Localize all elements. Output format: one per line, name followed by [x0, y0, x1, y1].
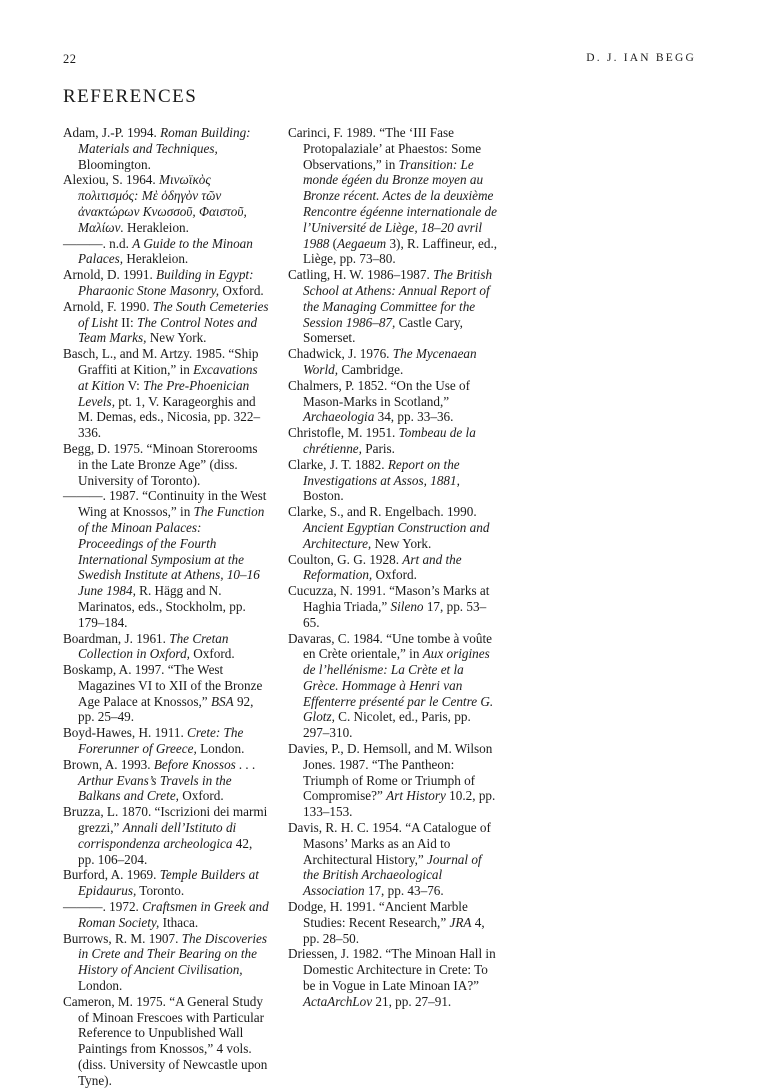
- reference-title-text: A Guide to the Minoan Palaces,: [78, 235, 253, 267]
- reference-title-text: Annali dell’Istituto di corrispondenza archeologica: [78, 820, 237, 851]
- reference-text: New York.: [371, 535, 432, 551]
- reference-title-text: Crete: The Forerunner of Greece,: [78, 725, 244, 757]
- reference-text: ———. n.d.: [63, 235, 133, 251]
- reference-title-text: Ancient Egyptian Construction and Architecture,: [303, 519, 490, 551]
- reference-title-text: Craftsmen in Greek and Roman Society,: [78, 899, 269, 930]
- reference-text: Toronto.: [136, 883, 185, 899]
- reference-entry: [288, 125, 498, 267]
- reference-text: Burrows, R. M. 1907.: [63, 930, 182, 946]
- reference-text: Clarke, S., and R. Engelbach. 1990.: [288, 504, 477, 520]
- reference-title-text: JRA: [449, 914, 472, 930]
- reference-entry: [288, 741, 498, 820]
- reference-entry: [63, 346, 269, 441]
- reference-text: Burford, A. 1969.: [63, 867, 160, 883]
- reference-entry: [288, 820, 498, 899]
- reference-text: Cambridge.: [338, 361, 404, 377]
- reference-text: ———. 1972.: [63, 899, 143, 915]
- reference-entry: [63, 299, 269, 346]
- reference-title-text: The Pre-Phoenician Levels,: [78, 377, 250, 409]
- reference-text: London.: [196, 741, 245, 757]
- reference-text: Davaras, C. 1984. “Une tombe à voûte en Crète orientale,” in: [288, 630, 492, 662]
- reference-text: Cameron, M. 1975. “A General Study of Minoan Frescoes with Particular Reference to Unpublished Wall Paintings from Knossos,” 4 vols. (diss. University of Newcastle upon Tyne).: [63, 993, 268, 1088]
- reference-text: Coulton, G. G. 1928.: [288, 551, 403, 567]
- reference-title-text: Tombeau de la chrétienne,: [303, 425, 476, 456]
- reference-entry: [288, 425, 498, 457]
- reference-title-text: Μινωϊκὸς πολιτισμός: Μὲ ὁδηγὸν τῶν ἀνακτώρων Κνωσσοῦ, Φαιστοῦ, Μαλίων.: [78, 172, 247, 235]
- reference-title-text: Temple Builders at Epidaurus,: [78, 867, 259, 899]
- reference-text: Boardman, J. 1961.: [63, 630, 170, 646]
- reference-text: ———. 1987. “Continuity in the West Wing at Knossos,” in: [63, 488, 267, 520]
- reference-entry: [288, 504, 498, 551]
- references-right-column: [288, 125, 498, 1010]
- reference-text: Oxford.: [178, 788, 224, 804]
- references-left-column: [63, 125, 269, 1089]
- reference-title-text: The Cretan Collection in Oxford,: [78, 630, 229, 662]
- reference-text: 4, pp. 28–50.: [303, 914, 485, 946]
- reference-title-text: Sileno: [390, 598, 424, 614]
- reference-text: 21, pp. 27–91.: [372, 993, 452, 1009]
- reference-text: R. Hägg and N. Marinatos, eds., Stockholm, pp. 179–184.: [78, 583, 246, 630]
- reference-title-text: Excavations at Kition: [78, 361, 258, 393]
- reference-text: Begg, D. 1975. “Minoan Storerooms in the Late Bronze Age” (diss. University of Toronto).: [63, 440, 258, 488]
- reference-text: Davies, P., D. Hemsoll, and M. Wilson Jones. 1987. “The Pantheon: Triumph of Rome or Triumph of Compromise?”: [288, 741, 493, 804]
- reference-text: Clarke, J. T. 1882.: [288, 456, 388, 472]
- reference-title-text: Roman Building: Materials and Techniques,: [78, 125, 251, 156]
- reference-title-text: The Control Notes and Team Marks,: [78, 314, 258, 346]
- reference-text: Adam, J.-P. 1994.: [63, 125, 161, 140]
- reference-entry: [63, 725, 269, 757]
- reference-title-text: The South Cemeteries of Lisht: [78, 298, 269, 330]
- reference-text: Dodge, H. 1991. “Ancient Marble Studies: Recent Research,”: [288, 899, 468, 930]
- reference-text: London.: [78, 978, 123, 994]
- reference-entry: [63, 441, 269, 488]
- reference-entry: [288, 583, 498, 630]
- reference-text: 42, pp. 106–204.: [78, 835, 253, 867]
- reference-text: Catling, H. W. 1986–1987.: [288, 267, 434, 283]
- reference-title-text: The Discoveries in Crete and Their Bearing on the History of Ancient Civilisation,: [78, 930, 268, 978]
- reference-entry: [63, 757, 269, 804]
- reference-entry: [63, 867, 269, 899]
- reference-entry: [288, 267, 498, 346]
- page-number: 22: [63, 52, 77, 66]
- running-head: D. J. IAN BEGG: [586, 52, 696, 64]
- reference-entry: [63, 172, 269, 235]
- reference-text: 92, pp. 25–49.: [78, 693, 254, 725]
- reference-text: 17, pp. 53–65.: [303, 598, 487, 630]
- reference-title-text: Archaeologia: [303, 409, 375, 425]
- reference-text: C. Nicolet, ed., Paris, pp. 297–310.: [303, 709, 471, 741]
- reference-title-text: Aegaeum: [337, 235, 387, 251]
- reference-text: Castle Cary, Somerset.: [303, 314, 463, 346]
- reference-text: Arnold, F. 1990.: [63, 298, 153, 314]
- reference-entry: [288, 899, 498, 946]
- reference-text: Alexiou, S. 1964.: [63, 172, 159, 188]
- reference-entry: [63, 267, 269, 299]
- reference-text: Bloomington.: [78, 156, 151, 172]
- reference-text: New York.: [146, 330, 207, 346]
- reference-text: Oxford.: [372, 567, 417, 583]
- reference-entry: [288, 457, 498, 504]
- reference-text: Basch, L., and M. Artzy. 1985. “Ship Graffiti at Kition,” in: [63, 346, 259, 377]
- reference-text: Oxford.: [219, 282, 264, 298]
- reference-title-text: The Mycenaean World,: [303, 346, 477, 377]
- reference-entry: [288, 631, 498, 742]
- reference-text: Brown, A. 1993.: [63, 756, 154, 772]
- reference-entry: [63, 125, 269, 172]
- reference-title-text: ActaArchLov: [303, 993, 373, 1009]
- reference-title-text: Art History: [386, 788, 446, 804]
- reference-text: Bruzza, L. 1870. “Iscrizioni dei marmi grezzi,”: [63, 804, 268, 836]
- reference-text: 17, pp. 43–76.: [364, 883, 444, 899]
- reference-text: Cucuzza, N. 1991. “Mason’s Marks at Haghia Triada,”: [288, 583, 490, 614]
- reference-title-text: Art and the Reformation,: [303, 551, 462, 583]
- reference-text: 34, pp. 33–36.: [374, 409, 454, 425]
- reference-text: II:: [117, 314, 137, 330]
- reference-entry: [288, 946, 498, 1009]
- reference-text: Arnold, D. 1991.: [63, 267, 157, 283]
- reference-entry: [63, 994, 269, 1089]
- reference-entry: [63, 899, 269, 931]
- reference-text: pt. 1, V. Karageorghis and M. Demas, eds., Nicosia, pp. 322–336.: [78, 393, 261, 441]
- section-title: REFERENCES: [63, 86, 198, 107]
- reference-text: Ithaca.: [159, 914, 199, 930]
- reference-text: Herakleion.: [123, 219, 189, 235]
- reference-entry: [288, 346, 498, 378]
- reference-entry: [63, 236, 269, 268]
- reference-title-text: Journal of the British Archaeological Association: [303, 851, 482, 899]
- reference-title-text: Building in Egypt: Pharaonic Stone Masonry,: [78, 267, 254, 298]
- reference-title-text: The British School at Athens: Annual Report of the Managing Committee for the Session 1986–87,: [303, 267, 493, 330]
- reference-entry: [63, 931, 269, 994]
- reference-entry: [288, 378, 498, 425]
- reference-text: (: [329, 235, 338, 251]
- reference-text: Boyd-Hawes, H. 1911.: [63, 725, 188, 741]
- reference-text: 10.2, pp. 133–153.: [303, 788, 496, 820]
- reference-entry: [63, 662, 269, 725]
- reference-entry: [288, 552, 498, 584]
- reference-title-text: Transition: Le monde égéen du Bronze moyen au Bronze récent. Actes de la deuxième Rencontre égéenne internationale de l’Université de Liège, 18–20 avril 1988: [303, 156, 497, 251]
- reference-entry: [63, 631, 269, 663]
- reference-entry: [63, 488, 269, 630]
- reference-text: Chadwick, J. 1976.: [288, 346, 393, 362]
- reference-text: Paris.: [361, 440, 395, 456]
- reference-title-text: BSA: [210, 693, 234, 709]
- reference-text: Christofle, M. 1951.: [288, 425, 399, 441]
- reference-title-text: Aux origines de l’hellénisme: La Crète et la Grèce. Hommage à Henri van Effenterre présenté par le Centre G. Glotz,: [303, 646, 494, 725]
- reference-text: Davis, R. H. C. 1954. “A Catalogue of Masons’ Marks as an Aid to Architectural History,”: [288, 820, 491, 867]
- reference-text: Oxford.: [189, 646, 235, 662]
- reference-text: Chalmers, P. 1852. “On the Use of Mason-Marks in Scotland,”: [288, 377, 471, 409]
- reference-text: Boskamp, A. 1997. “The West Magazines VI to XII of the Bronze Age Palace at Knossos,”: [63, 662, 263, 709]
- reference-text: Boston.: [303, 488, 344, 504]
- reference-title-text: The Function of the Minoan Palaces: Proceedings of the Fourth International Symposium at the Swedish Institute at Athens, 10–16 June 1984,: [78, 504, 265, 599]
- reference-text: Herakleion.: [123, 251, 189, 267]
- reference-entry: [63, 804, 269, 867]
- reference-title-text: Report on the Investigations at Assos, 1881,: [303, 456, 460, 488]
- reference-text: 3), R. Laffineur, ed., Liège, pp. 73–80.: [303, 235, 498, 267]
- reference-text: Carinci, F. 1989. “The ‘III Fase Protopalaziale’ at Phaestos: Some Observations,” in: [288, 125, 482, 172]
- reference-text: V:: [124, 377, 144, 393]
- reference-text: Driessen, J. 1982. “The Minoan Hall in Domestic Architecture in Crete: To be in Vogue in Late Minoan IA?”: [288, 946, 496, 994]
- reference-title-text: Before Knossos . . . Arthur Evans’s Travels in the Balkans and Crete,: [78, 756, 256, 804]
